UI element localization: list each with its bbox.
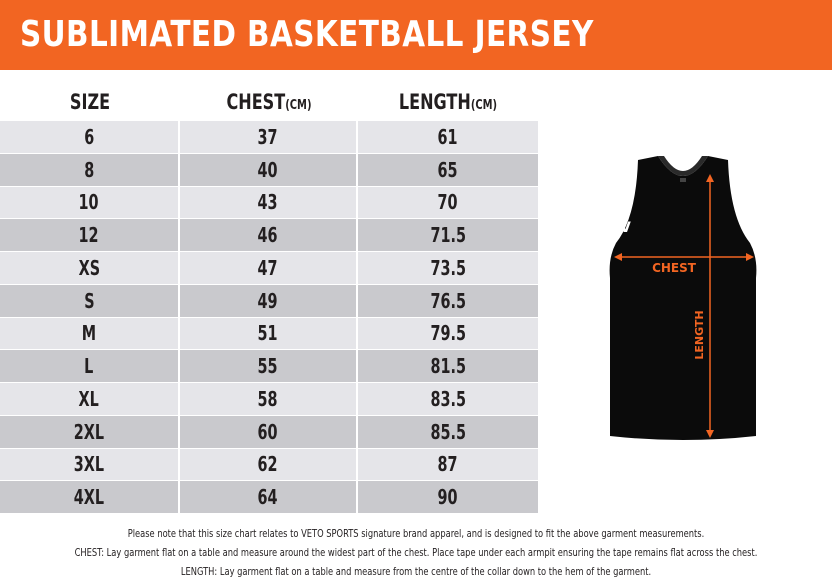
cell-size-value: S [83, 288, 95, 313]
cell-chest-value: 62 [257, 452, 279, 477]
cell-chest [180, 318, 358, 350]
column-header-length-unit: (CM) [470, 98, 498, 113]
cell-size-value: 12 [78, 223, 100, 248]
cell-size [0, 219, 180, 251]
table-row [0, 350, 538, 383]
cell-size-value: 3XL [73, 452, 105, 477]
cell-chest-value: 43 [257, 190, 279, 215]
cell-length-value: 65 [437, 157, 459, 182]
cell-size-value: XS [78, 255, 100, 280]
cell-chest [180, 121, 358, 153]
column-header-chest [193, 88, 344, 116]
cell-chest [180, 481, 358, 513]
cell-length-value: 81.5 [430, 354, 466, 379]
cell-size [0, 416, 180, 448]
column-header-length [372, 88, 525, 116]
note-line: LENGTH: Lay garment flat on a table and measure from the centre of the collar down to the hem of the garment. [180, 565, 652, 578]
cell-chest [180, 285, 358, 317]
cell-size [0, 187, 180, 219]
size-table [0, 121, 538, 514]
column-header-size [14, 88, 167, 116]
cell-size [0, 154, 180, 186]
column-header-length-label: LENGTH [398, 90, 471, 114]
cell-size-value: 6 [83, 124, 95, 149]
cell-length-value: 83.5 [430, 386, 466, 411]
length-label: LENGTH [693, 310, 706, 360]
cell-length-value: 85.5 [430, 419, 466, 444]
cell-size-value: 4XL [73, 485, 105, 510]
cell-length-value: 71.5 [430, 223, 466, 248]
table-row [0, 252, 538, 285]
table-row [0, 121, 538, 154]
cell-chest [180, 187, 358, 219]
cell-size-value: 8 [83, 157, 95, 182]
note-line: CHEST: Lay garment flat on a table and measure around the widest part of the chest. Place tape under each armpit ensuring the tape remains flat across the chest. [74, 546, 758, 559]
chest-label: CHEST [652, 261, 696, 275]
table-row [0, 481, 538, 514]
jersey-logo-icon: V [620, 220, 631, 236]
cell-chest-value: 60 [257, 419, 279, 444]
notes [0, 524, 832, 581]
cell-chest-value: 64 [257, 485, 279, 510]
cell-length [358, 285, 538, 317]
cell-chest-value: 37 [257, 124, 279, 149]
cell-length [358, 121, 538, 153]
cell-chest-value: 58 [257, 386, 279, 411]
cell-size [0, 318, 180, 350]
cell-length [358, 187, 538, 219]
column-header-chest-label: CHEST [226, 90, 286, 114]
cell-length-value: 73.5 [430, 255, 466, 280]
cell-length [358, 350, 538, 382]
cell-chest-value: 46 [257, 223, 279, 248]
cell-length [358, 318, 538, 350]
cell-chest [180, 252, 358, 284]
cell-length-value: 87 [437, 452, 459, 477]
cell-size-value: L [84, 354, 94, 379]
cell-chest [180, 416, 358, 448]
title-banner [0, 0, 832, 70]
cell-size [0, 285, 180, 317]
cell-size [0, 481, 180, 513]
cell-length [358, 481, 538, 513]
table-row [0, 318, 538, 351]
cell-length [358, 154, 538, 186]
note-line: Please note that this size chart relates to VETO SPORTS signature brand apparel, and is designed to fit the above garment measurements. [127, 527, 705, 540]
cell-chest-value: 49 [257, 288, 279, 313]
cell-size [0, 121, 180, 153]
cell-length [358, 383, 538, 415]
cell-chest-value: 51 [257, 321, 279, 346]
page-title: SUBLIMATED BASKETBALL JERSEY [20, 14, 594, 55]
cell-chest [180, 219, 358, 251]
cell-chest-value: 47 [257, 255, 279, 280]
cell-length-value: 76.5 [430, 288, 466, 313]
cell-chest-value: 55 [257, 354, 279, 379]
cell-size [0, 383, 180, 415]
cell-size [0, 252, 180, 284]
table-row [0, 449, 538, 482]
table-row [0, 219, 538, 252]
column-header-chest-unit: (CM) [285, 98, 312, 113]
cell-length-value: 79.5 [430, 321, 466, 346]
cell-length [358, 449, 538, 481]
cell-chest [180, 350, 358, 382]
cell-size [0, 449, 180, 481]
cell-size-value: 10 [78, 190, 100, 215]
cell-size-value: XL [78, 386, 100, 411]
cell-chest [180, 383, 358, 415]
cell-size-value: 2XL [73, 419, 105, 444]
cell-length [358, 252, 538, 284]
cell-length-value: 90 [437, 485, 459, 510]
cell-size [0, 350, 180, 382]
cell-chest [180, 449, 358, 481]
table-row [0, 187, 538, 220]
cell-length [358, 416, 538, 448]
jersey-diagram [598, 148, 768, 448]
cell-size-value: M [81, 321, 97, 346]
table-row [0, 154, 538, 187]
table-row [0, 383, 538, 416]
cell-chest [180, 154, 358, 186]
cell-length [358, 219, 538, 251]
column-header-size-label: SIZE [69, 90, 111, 114]
table-row [0, 285, 538, 318]
cell-length-value: 61 [437, 124, 459, 149]
table-row [0, 416, 538, 449]
jersey-tag [680, 178, 686, 182]
cell-chest-value: 40 [257, 157, 279, 182]
cell-length-value: 70 [437, 190, 459, 215]
jersey-body [610, 156, 757, 440]
